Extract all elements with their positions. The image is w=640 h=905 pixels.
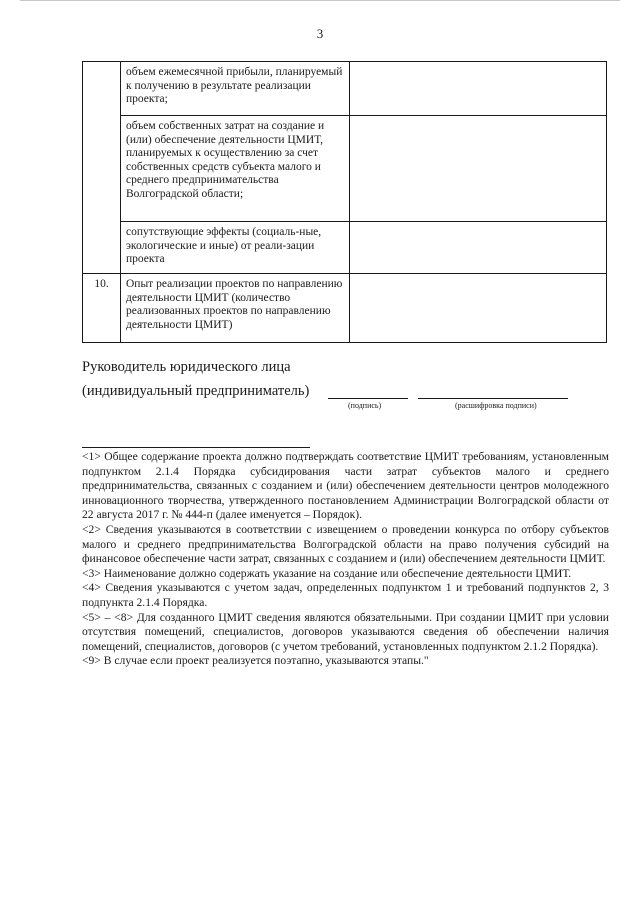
row-number-cell xyxy=(83,222,121,274)
footnote-9: <9> В случае если проект реализуется поэтапно, указываются этапы." xyxy=(82,654,429,668)
signature-blank-line xyxy=(328,398,408,399)
footnote-1: <1> Общее содержание проекта должно подтверждать соответствие ЦМИТ требованиям, установленным подпунктом 2.1.4 Порядка субсидирования части затрат субъектов малого и среднего предпринимательства, связанных с созданием и (или) обеспечением деятельности центров молодежного инновационного творчества, утвержденного постановлением Администрации Волгоградской области от 22 августа 2017 г. № 444-п (далее именуется – Порядок). xyxy=(82,450,609,522)
criterion-value-cell xyxy=(350,116,607,222)
page-number: 3 xyxy=(316,26,324,41)
criterion-name-cell: Опыт реализации проектов по направлению деятельности ЦМИТ (количество реализованных проектов по направлению деятельности ЦМИТ) xyxy=(121,274,350,343)
table-row xyxy=(83,116,607,222)
scan-top-border xyxy=(20,0,620,1)
table-row xyxy=(83,62,607,116)
signature-title-line2-text: (индивидуальный предприниматель) xyxy=(82,383,310,399)
footnote-2: <2> Сведения указываются в соответствии с извещением о проведении конкурса по отбору субъектов малого и среднего предпринимательства Волгоградской области на право получения субсидий на финансовое обеспечение части затрат, связанных с созданием и (или) обеспечением деятельности ЦМИТ. xyxy=(82,522,609,566)
row-number-cell xyxy=(83,62,121,116)
signature-decoding-caption: (расшифровка подписи) xyxy=(455,401,537,410)
signature-title-line1: Руководитель юридического лица xyxy=(82,359,291,375)
signature-decoding-blank-line xyxy=(418,398,568,399)
row-number-cell xyxy=(83,116,121,222)
table-row xyxy=(83,274,607,343)
footnote-separator xyxy=(82,447,310,448)
signature-caption: (подпись) xyxy=(348,401,382,410)
criterion-value-cell xyxy=(350,274,607,343)
row-number-cell: 10. xyxy=(83,274,121,343)
criteria-table xyxy=(82,61,607,343)
criterion-name-cell: объем собственных затрат на создание и (или) обеспечение деятельности ЦМИТ, планируемых к осуществлению за счет собственных средств субъекта малого и среднего предпринимательства Волгоградской области; xyxy=(121,116,350,222)
footnote-3: <3> Наименование должно содержать указание на создание или обеспечение деятельности ЦМИТ. xyxy=(82,566,572,580)
signature-block xyxy=(82,355,612,403)
footnote-4: <4> Сведения указываются с учетом задач, определенных подпунктом 1 и требований подпунктов 2, 3 подпункта 2.1.4 Порядка. xyxy=(82,581,609,609)
criterion-name-cell: сопутствующие эффекты (социаль-ные, экологические и иные) от реали-зации проекта xyxy=(121,222,350,274)
footnotes xyxy=(82,450,609,669)
signature-title-line2 xyxy=(82,379,612,403)
criterion-value-cell xyxy=(350,62,607,116)
footnote-5-8: <5> – <8> Для созданного ЦМИТ сведения являются обязательными. При создании ЦМИТ при условии отсутствия помещений, специалистов, договоров указываются сведения об обеспечении наличия помещений, специалистов, договоров (с учетом требований, установленных подпунктом 2.1.2 Порядка). xyxy=(82,610,609,653)
table-row xyxy=(83,222,607,274)
criterion-name-cell: объем ежемесячной прибыли, планируемый к получению в результате реализации проекта; xyxy=(121,62,350,116)
criterion-value-cell xyxy=(350,222,607,274)
